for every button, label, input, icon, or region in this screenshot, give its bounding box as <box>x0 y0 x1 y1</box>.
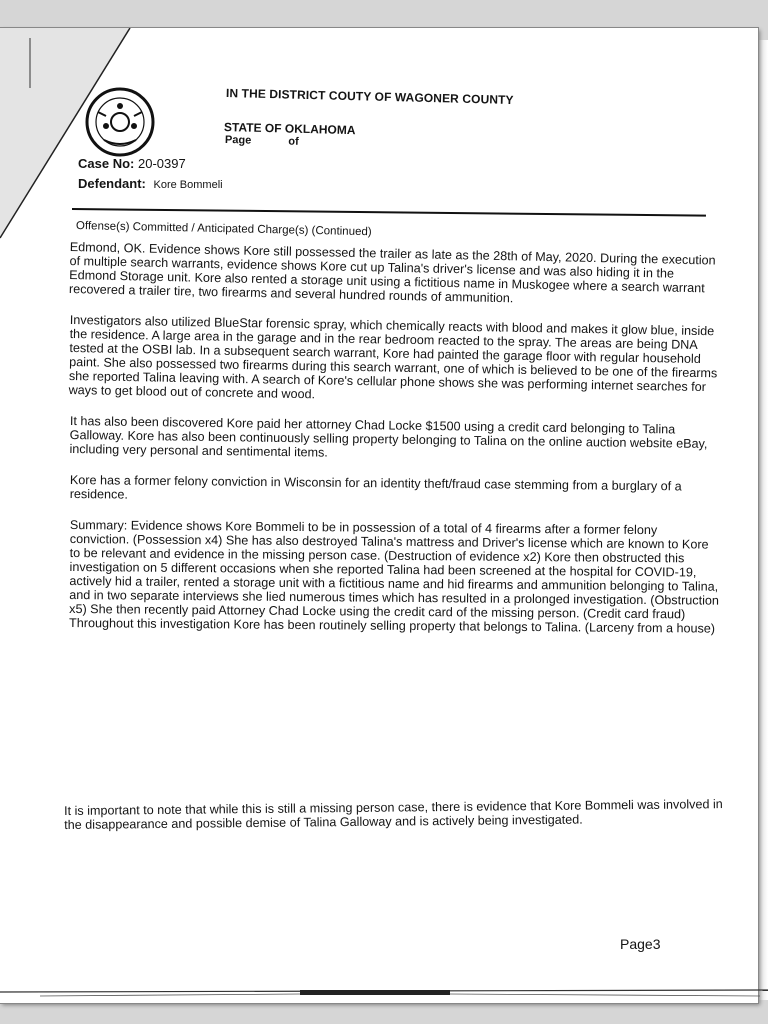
paragraph: It has also been discovered Kore paid her attorney Chad Locke $1500 using a credit card belonging to Talina Galloway. Kore has also been continuously selling property belonging to Talina on the online auction website eBay, including very personal and sentimental items. <box>69 414 708 460</box>
defendant-line <box>78 176 223 191</box>
document-content <box>0 28 758 1003</box>
case-number-value: 20-0397 <box>137 156 186 171</box>
section-heading: Offense(s) Committed / Anticipated Charge(s) (Continued) <box>75 220 372 239</box>
state-name: STATE OF OKLAHOMA <box>223 120 356 138</box>
case-number-line <box>78 156 186 171</box>
case-number-label: Case No: <box>78 156 135 171</box>
paragraph: Investigators also utilized BlueStar forensic spray, which chemically reacts with blood and makes it glow blue, inside the residence. A large area in the garage and in the rear bedroom reacted to the spray. The areas are being DNA tested at the OSBI lab. In a subsequent search warrant, Kore had painted the garage floor with regular household paint. She also possessed two firearms during this search warrant, one of which is believed to be one of the firearms she reported Talina leaving with. A search of Kore's cellular phone shows she was performing internet searches for ways to get blood out of concrete and wood. <box>68 313 718 402</box>
paragraph: Kore has a former felony conviction in Wisconsin for an identity theft/fraud case stemming from a burglary of a residence. <box>69 473 682 502</box>
defendant-name: Kore Bommeli <box>153 179 223 191</box>
paragraph: Edmond, OK. Evidence shows Kore still possessed the trailer as late as the 28th of May, 2020. During the execution of multiple search warrants, evidence shows Kore cut up Talina's driver's license and was also hiding it in the Edmond Storage unit. Kore also rented a storage unit using a fictitious name in Muskogee where a search warrant recovered a trailer tire, two firearms and several hundred rounds of ammunition. <box>68 240 716 306</box>
page-number: Page3 <box>620 936 661 952</box>
page-of-line <box>225 134 299 148</box>
scan-artifact-bottom <box>0 978 768 1024</box>
defendant-label: Defendant: <box>78 176 146 191</box>
summary-paragraph: Summary: Evidence shows Kore Bommeli to be in possession of a total of 4 firearms after a former felony conviction. (Possession x4) She has also destroyed Talina's mattress and Driver's license which are known to Kore to be relevant and evidence in the missing person case. (Destruction of evidence x2) Kore then obstructed this investigation on 5 different occasions when she reported Talina had been screened at the hospital for COVID-19, actively hid a trailer, rented a storage unit with a fictitious name and hid firearms and ammunition belonging to Talina, and in two separate interviews she lied numerous times which has resulted in a prolonged investigation. (Obstruction x5) She then recently paid Attorney Chad Locke using the credit card of the missing person. (Credit card fraud) Throughout this investigation Kore has been routinely selling property that belongs to Talina. (Larceny from a house) <box>69 518 719 636</box>
page-label: Page <box>224 134 252 147</box>
of-label: of <box>288 135 299 148</box>
county-seal-icon <box>84 86 156 158</box>
closing-statement: It is important to note that while this is still a missing person case, there is evidence that Kore Bommeli was involved in the disappearance and possible demise of Talina Galloway and is actively being investigated. <box>64 797 723 832</box>
header-divider <box>72 208 706 217</box>
court-name: IN THE DISTRICT COUTY OF WAGONER COUNTY <box>225 86 514 108</box>
document-sheet <box>0 28 758 1003</box>
narrative-body <box>70 240 720 647</box>
